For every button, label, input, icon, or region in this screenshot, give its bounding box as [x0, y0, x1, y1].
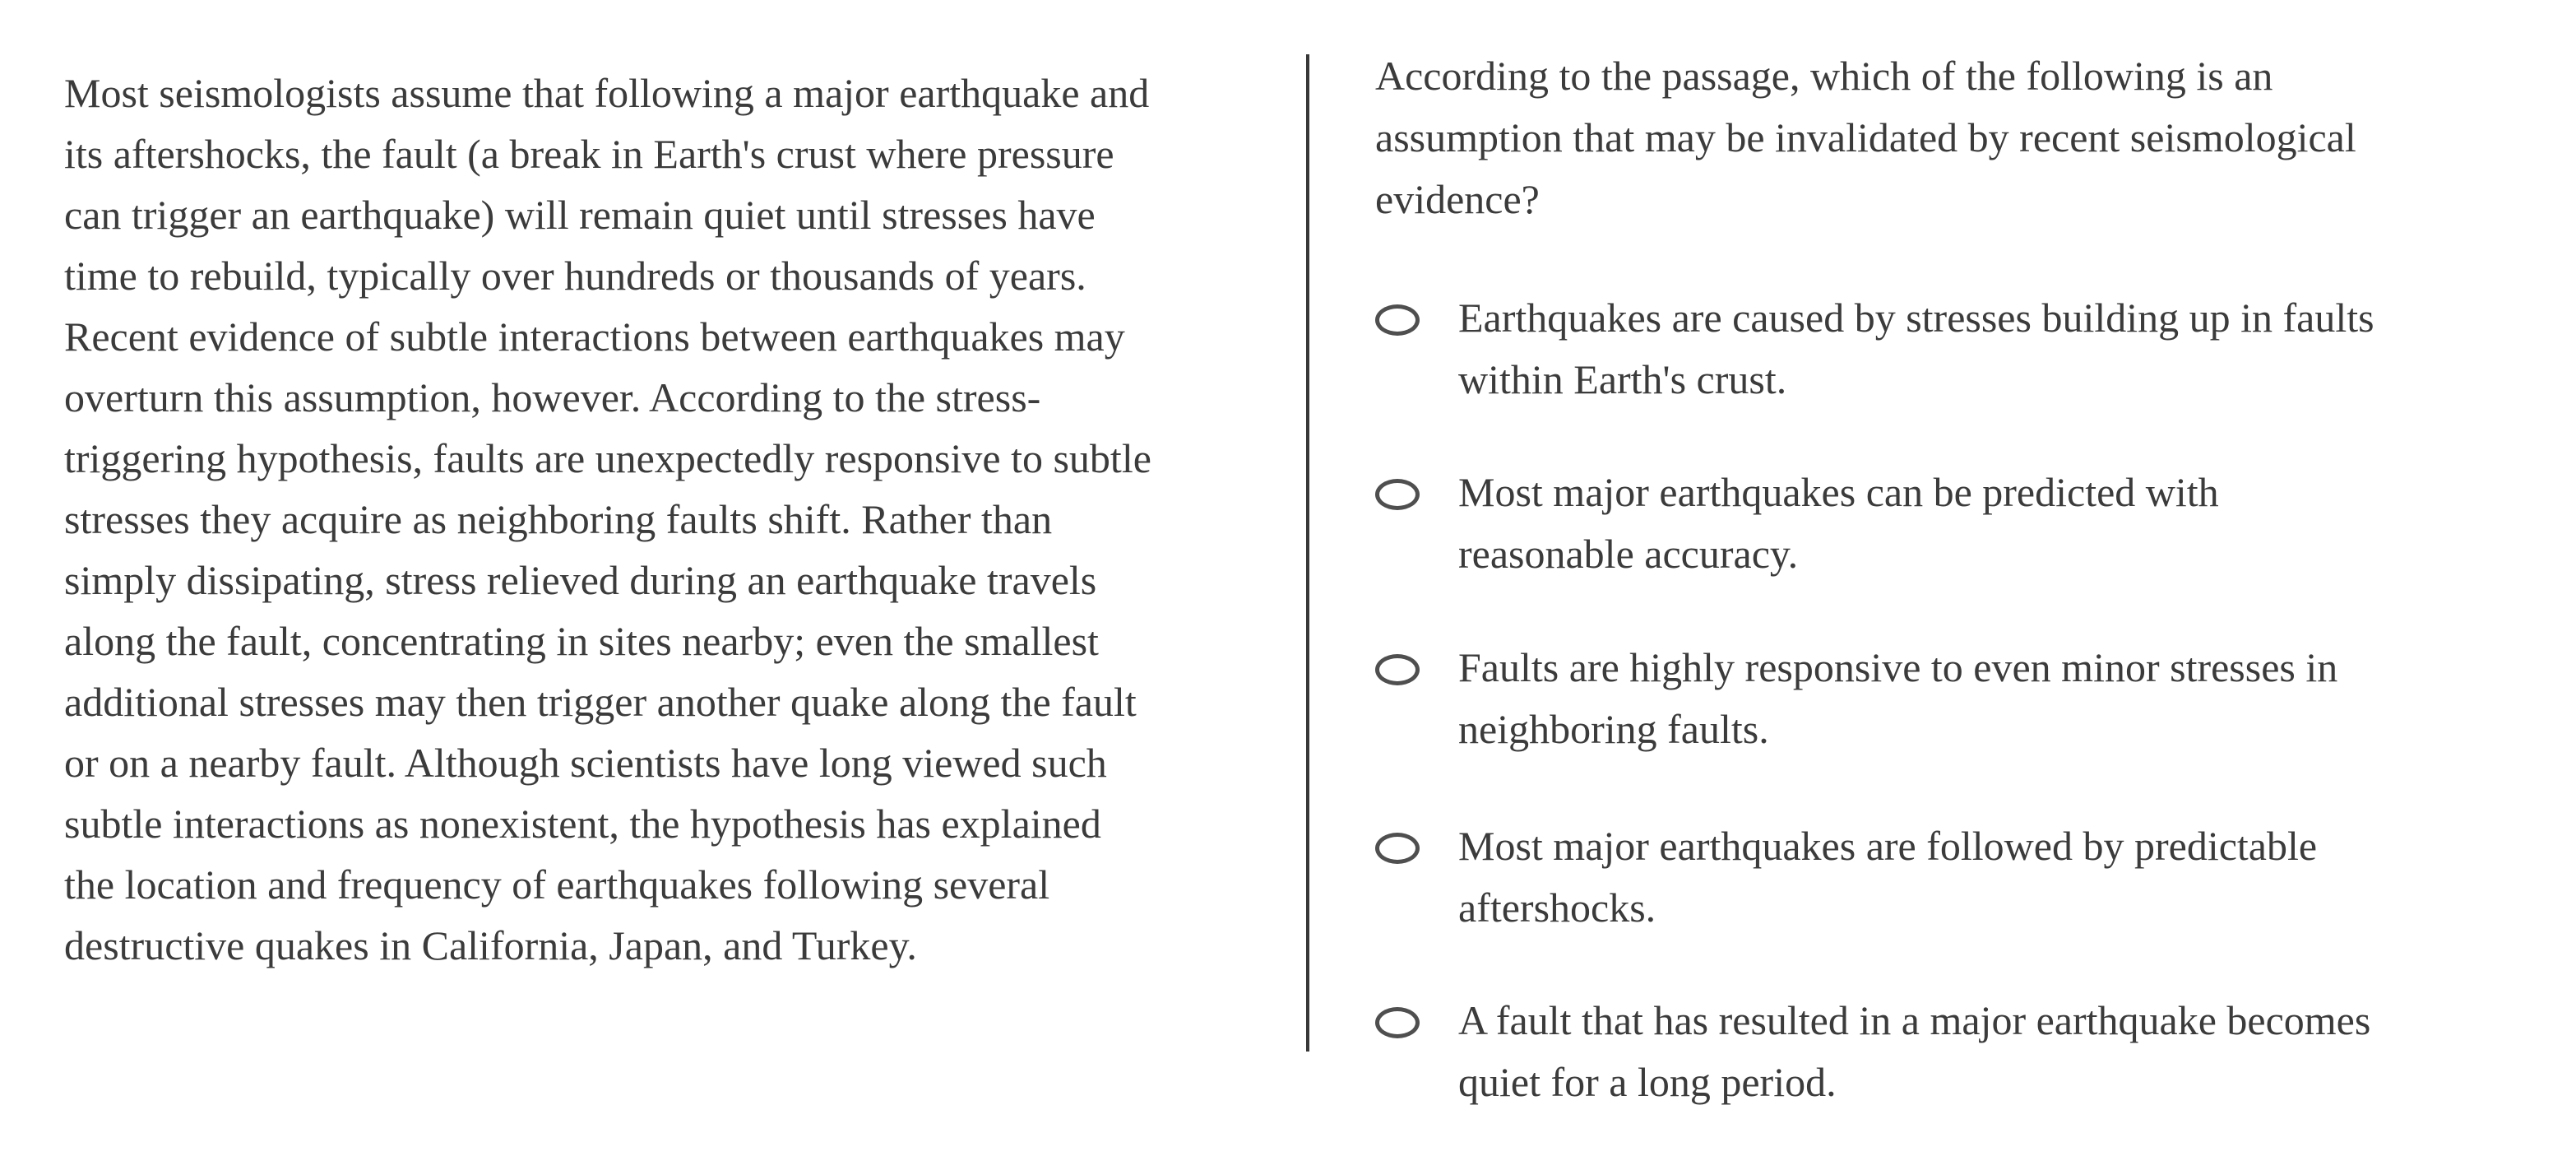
passage-panel [64, 63, 1151, 976]
passage-line: triggering hypothesis, faults are unexpectedly responsive to subtle [64, 435, 1151, 481]
option-label-line: Most major earthquakes can be predicted with [1458, 469, 2219, 515]
option-label-line: quiet for a long period. [1458, 1059, 1837, 1105]
radio-button[interactable] [1375, 304, 1420, 336]
option-label-line: Most major earthquakes are followed by predictable [1458, 823, 2318, 869]
passage-line: time to rebuild, typically over hundreds or thousands of years. [64, 253, 1086, 299]
question-line: assumption that may be invalidated by recent seismological [1375, 114, 2356, 160]
option-label-line: Earthquakes are caused by stresses building up in faults [1458, 295, 2374, 341]
option-label-line: A fault that has resulted in a major earthquake becomes [1458, 997, 2371, 1043]
passage-line: stresses they acquire as neighboring faults shift. Rather than [64, 496, 1053, 542]
passage-line: simply dissipating, stress relieved during an earthquake travels [64, 557, 1097, 603]
option-label[interactable] [1458, 287, 2374, 411]
answer-option [1375, 637, 2337, 760]
panel-divider [1306, 54, 1309, 1052]
passage-line: its aftershocks, the fault (a break in Earth's crust where pressure [64, 131, 1114, 177]
answer-option [1375, 815, 2317, 939]
radio-button[interactable] [1375, 654, 1420, 685]
option-label-line: aftershocks. [1458, 884, 1656, 931]
option-label-line: within Earth's crust. [1458, 356, 1787, 402]
option-label-line: neighboring faults. [1458, 706, 1769, 752]
question-text [1375, 45, 2356, 230]
question-line: evidence? [1375, 176, 1540, 222]
radio-button[interactable] [1375, 833, 1420, 864]
option-label[interactable] [1458, 990, 2370, 1113]
passage-line: subtle interactions as nonexistent, the hypothesis has explained [64, 801, 1101, 847]
passage-line: the location and frequency of earthquakes following several [64, 861, 1050, 908]
passage-line: or on a nearby fault. Although scientists have long viewed such [64, 740, 1107, 786]
answer-option [1375, 990, 2370, 1113]
passage-line: Most seismologists assume that following a major earthquake and [64, 70, 1150, 116]
option-label[interactable] [1458, 815, 2317, 939]
passage-line: overturn this assumption, however. According to the stress- [64, 374, 1041, 420]
answer-option [1375, 462, 2219, 585]
radio-button[interactable] [1375, 479, 1420, 510]
passage-line: along the fault, concentrating in sites nearby; even the smallest [64, 618, 1099, 664]
option-label[interactable] [1458, 637, 2337, 760]
question-line: According to the passage, which of the following is an [1375, 53, 2273, 99]
option-label-line: Faults are highly responsive to even minor stresses in [1458, 644, 2338, 690]
option-label-line: reasonable accuracy. [1458, 531, 1799, 577]
radio-button[interactable] [1375, 1007, 1420, 1038]
passage-line: additional stresses may then trigger another quake along the fault [64, 679, 1137, 725]
passage-line: Recent evidence of subtle interactions between earthquakes may [64, 313, 1125, 360]
answer-option [1375, 287, 2374, 411]
option-label[interactable] [1458, 462, 2219, 585]
passage-line: destructive quakes in California, Japan, and Turkey. [64, 922, 917, 968]
passage-line: can trigger an earthquake) will remain quiet until stresses have [64, 192, 1096, 238]
